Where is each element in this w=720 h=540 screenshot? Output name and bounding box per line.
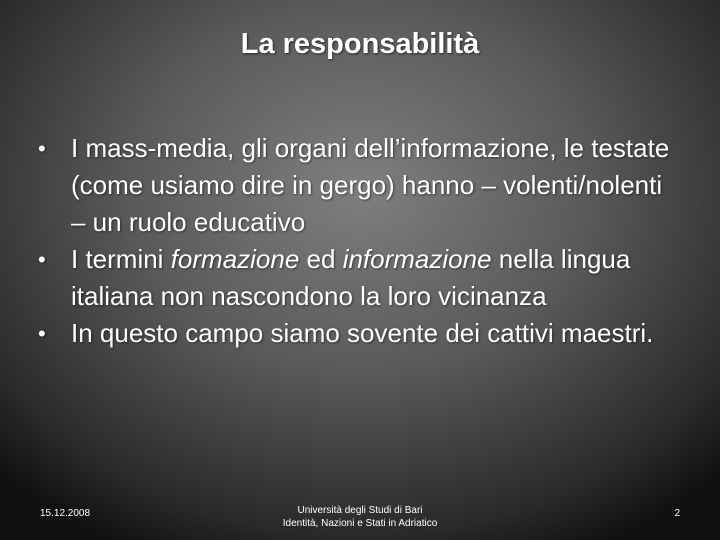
italic-term: informazione xyxy=(342,244,492,274)
bullet-icon: • xyxy=(38,321,46,346)
page-number: 2 xyxy=(674,508,680,519)
footer-course: Identità, Nazioni e Stati in Adriatico xyxy=(282,518,438,529)
bullet-list xyxy=(38,130,678,352)
footer-university: Università degli Studi di Bari xyxy=(297,505,423,516)
italic-term: formazione xyxy=(170,244,300,274)
bullet-icon: • xyxy=(38,136,46,161)
footer-date: 15.12.2008 xyxy=(40,508,91,519)
bullet-text: I mass-media, gli organi dell’informazione, le testate (come usiamo dire in gergo) hanno – volenti/nolenti – un ruolo educativo xyxy=(71,133,670,237)
slide-title: La responsabilità xyxy=(240,28,480,60)
bullet-item-1 xyxy=(38,130,678,241)
bullet-item-2 xyxy=(38,241,678,315)
bullet-text: In questo campo siamo sovente dei cattivi maestri. xyxy=(71,318,654,348)
bullet-icon: • xyxy=(38,247,46,272)
bullet-item-3 xyxy=(38,315,678,352)
bullet-text: I termini formazione ed informazione nella lingua italiana non nascondono la loro vicinanza xyxy=(71,244,631,311)
footer-institution xyxy=(240,504,480,530)
